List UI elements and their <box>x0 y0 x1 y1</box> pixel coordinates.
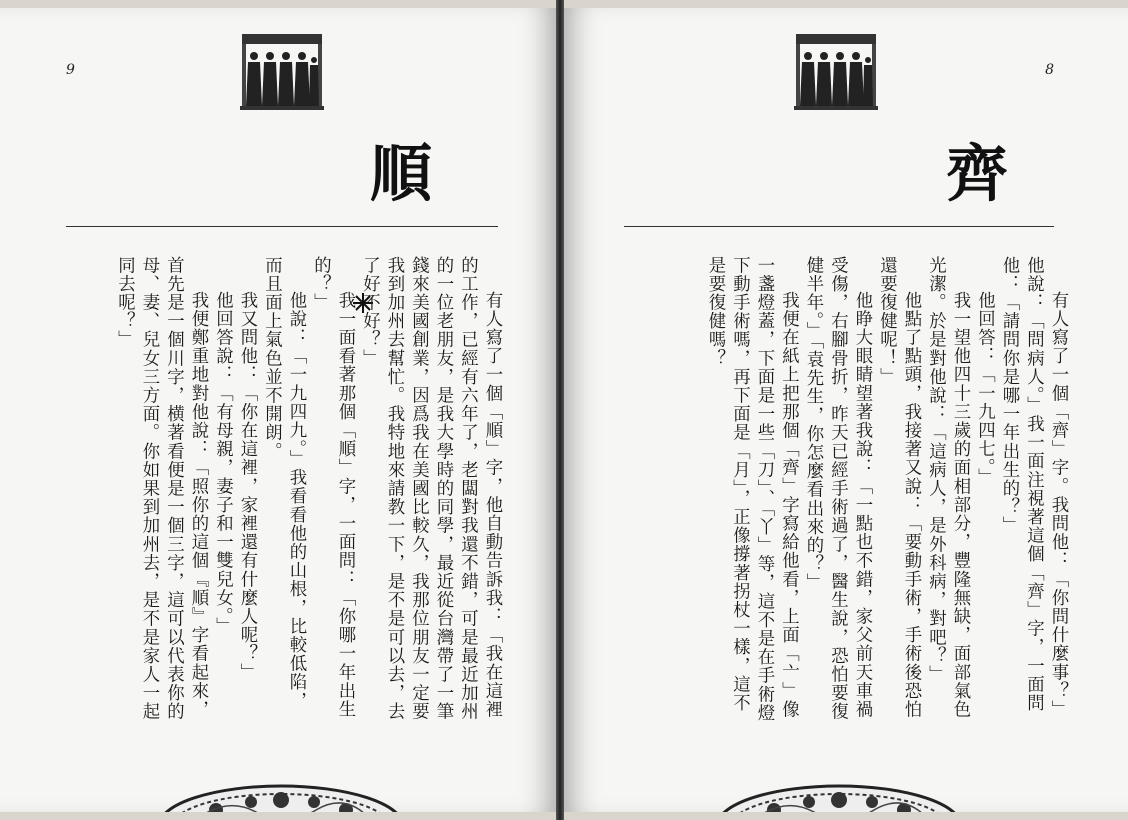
page-number: 9 <box>66 62 75 78</box>
left-page <box>0 8 556 812</box>
right-page <box>564 8 1128 812</box>
page-number: 8 <box>1045 62 1054 78</box>
chapter-title: 齊 <box>946 137 1009 210</box>
paragraph: 他回答：「一九四七。」 <box>974 290 995 487</box>
figures-emblem-icon <box>236 30 328 112</box>
title-rule <box>624 226 1054 227</box>
title-rule <box>66 226 498 227</box>
paragraph: 我一望他四十三歲的面相部分，豐隆無缺，面部氣色光潔。於是對他說：「這病人，是外科病，對吧？」 <box>925 256 970 719</box>
book-gutter <box>556 0 564 820</box>
paragraph: 我一面看著那個「順」字，一面問：「你哪一年出生的？」 <box>310 256 355 719</box>
paragraph: 他回答說：「有母親，妻子和一雙兒女。」 <box>212 290 233 636</box>
paragraph: 他說：「一九四九。」我看看他的山根，比較低陷，而且面上氣色並不開朗。 <box>261 256 306 710</box>
body-text <box>703 256 1071 726</box>
paragraph: 他點了點頭，我接著又說：「要動手術，手術後恐怕還要復健呢！」 <box>876 256 921 719</box>
paragraph: 他睁大眼睛望著我說：「一點也不錯，家父前天車禍受傷，右腳骨折，昨天已經手術過了，醫生說，恐怕要復健半年。」「袁先生，你怎麼看出來的？」 <box>803 256 872 721</box>
floral-plate-icon <box>714 766 964 812</box>
figures-emblem-icon <box>790 30 882 112</box>
paragraph: 有人寫了一個「齊」字。我問他：「你問什麼事？」他說：「問病人。」我一面注視著這個「齊」字，一面問他：「請問你是哪一年出生的？」 <box>999 256 1068 719</box>
paragraph: 我便在紙上把那個「齊」字寫給他看，上面「亠」像一盞燈蓋，下面是一些「刀」、「丫」等，這不是在手術燈下動手術嗎，再下面是「月」，正像撐著拐杖一樣，這不是要復健嗎？ <box>705 256 799 723</box>
floral-plate-icon <box>156 766 406 812</box>
paragraph: 有人寫了一個「順」字，他自動告訴我：「我在這裡的工作，已經有六年了，老闆對我還不錯，可是最近加州的一位老朋友，是我大學時的同學，最近從台灣帶了一筆錢來美國創業，因爲我在美國比較久，我那位朋友一定要我到加州去幫忙。我特地來請教一下，是不是可以去，去了好不好？」 <box>359 256 502 721</box>
paragraph: 我便鄭重地對他說：「照你的這個『順』字看起來，首先是一個川字，横著看便是一個三字，這可以代表你的母、妻、兒女三方面。你如果到加州去，是不是家人一起同去呢？」 <box>114 256 208 721</box>
chapter-title: 順 <box>370 137 433 210</box>
paragraph: 我又問他：「你在這裡，家裡還有什麼人呢？」 <box>237 290 257 682</box>
body-text <box>112 256 504 726</box>
